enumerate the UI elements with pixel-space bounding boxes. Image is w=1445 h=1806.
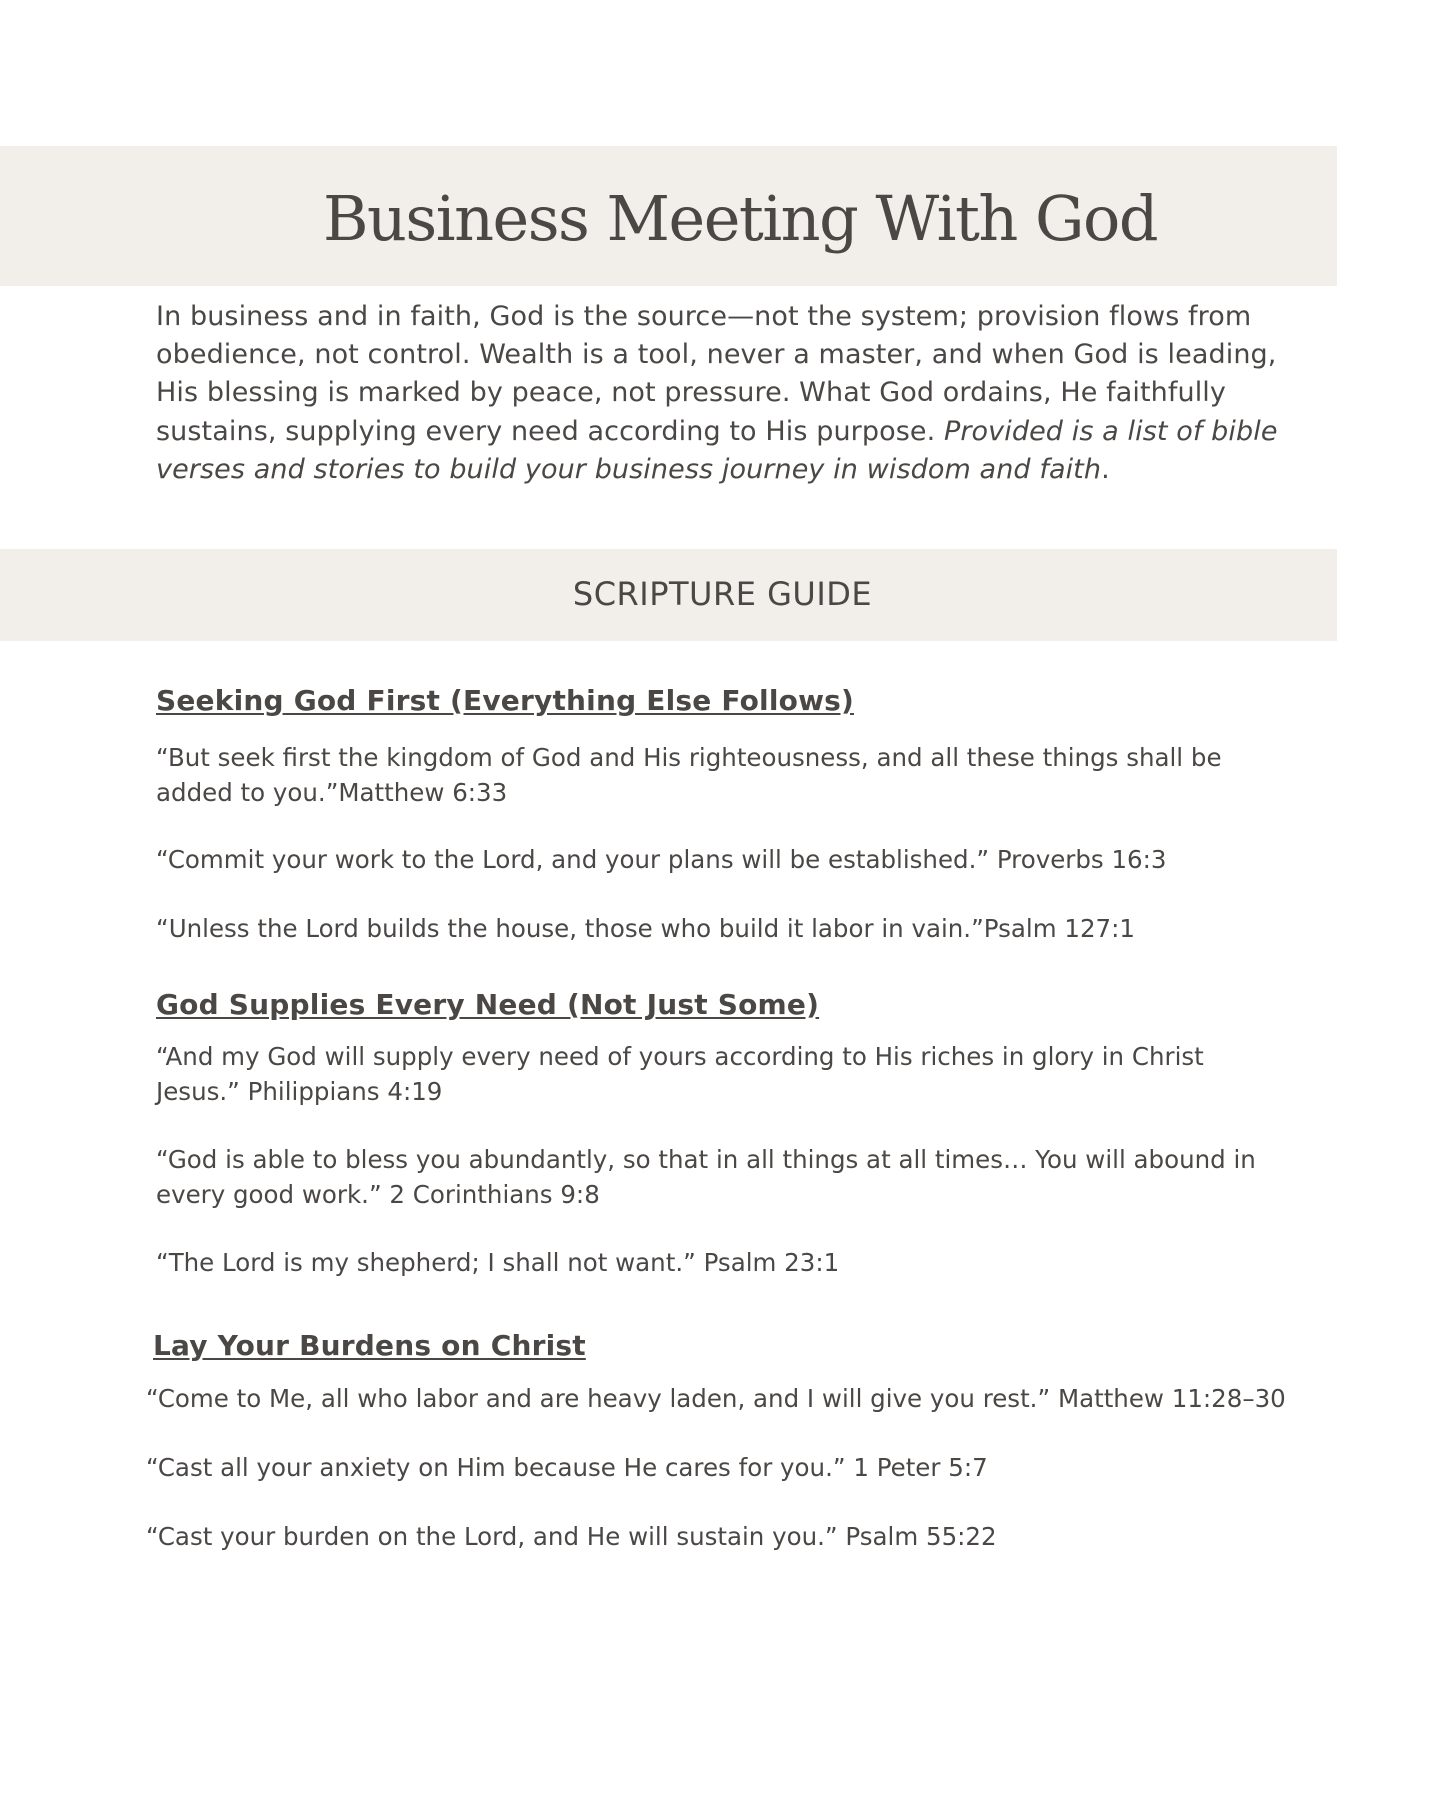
intro-italic-text: Provided is a list of bible verses and stories to build your business journey in wisdom and faith <box>156 415 1278 485</box>
section-heading-seeking-god-first: Seeking God First (Everything Else Follows) <box>156 684 855 717</box>
verse-psalm-55-22: “Cast your burden on the Lord, and He will sustain you.” Psalm 55:22 <box>146 1522 997 1551</box>
verse-proverbs-16-3: “Commit your work to the Lord, and your plans will be established.” Proverbs 16:3 <box>156 845 1167 874</box>
intro-paragraph <box>156 298 1301 489</box>
verse-philippians-4-19: “And my God will supply every need of yours according to His riches in glory in Christ Jesus.” Philippians 4:19 <box>156 1042 1204 1106</box>
page-title: Business Meeting With God <box>322 182 1158 255</box>
scripture-guide-title: SCRIPTURE GUIDE <box>572 575 873 613</box>
verse-psalm-23-1: “The Lord is my shepherd; I shall not want.” Psalm 23:1 <box>156 1248 840 1277</box>
verse-matthew-6-33: “But seek first the kingdom of God and His righteousness, and all these things shall be added to you.”Matthew 6:33 <box>156 743 1222 807</box>
verse-matthew-11-28-30: “Come to Me, all who labor and are heavy laden, and I will give you rest.” Matthew 11:28–30 <box>146 1384 1286 1413</box>
intro-end: . <box>1101 453 1110 485</box>
section-heading-lay-burdens: Lay Your Burdens on Christ <box>153 1329 586 1362</box>
verse-2-corinthians-9-8: “God is able to bless you abundantly, so that in all things at all times… You will abound in every good work.” 2 Corinthians 9:8 <box>156 1145 1256 1209</box>
verse-psalm-127-1: “Unless the Lord builds the house, those who build it labor in vain.”Psalm 127:1 <box>156 914 1135 943</box>
intro-text: In business and in faith, God is the source—not the system; provision flows from obedience, not control. Wealth is a tool, never a master, and when God is leading, His blessing is marked by peace, not pressure. What God ordains, He faithfully sustains, supplying every need according to His purpose. <box>156 301 1277 447</box>
section-heading-god-supplies: God Supplies Every Need (Not Just Some) <box>156 988 820 1021</box>
verse-1-peter-5-7: “Cast all your anxiety on Him because He cares for you.” 1 Peter 5:7 <box>146 1453 988 1482</box>
